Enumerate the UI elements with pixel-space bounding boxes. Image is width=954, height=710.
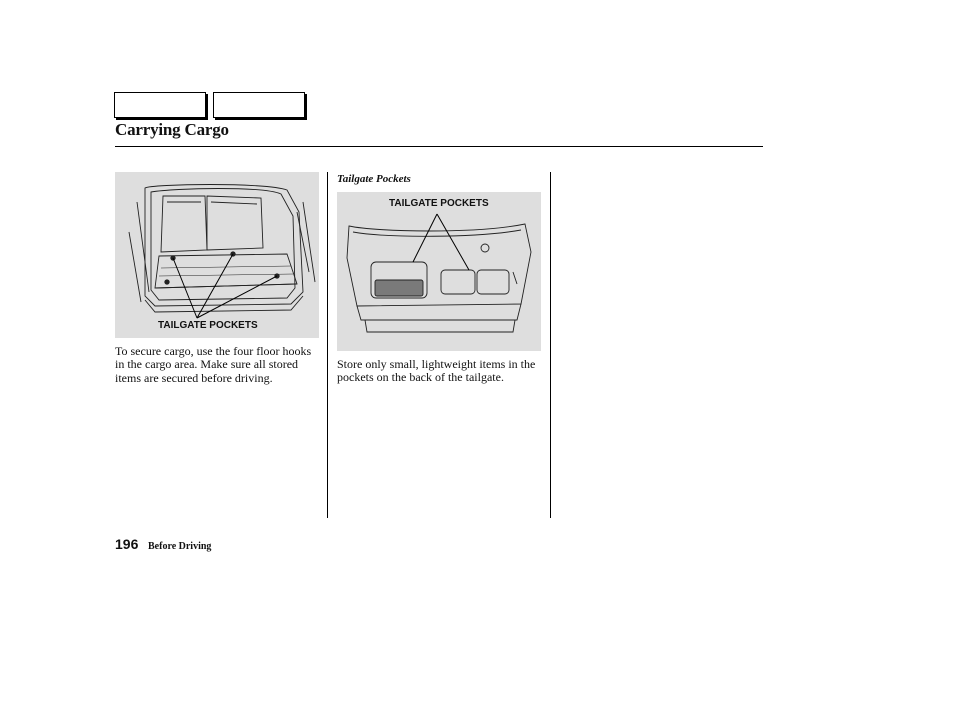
tailgate-pockets-illustration [337,192,541,351]
header-tab-box-1 [114,92,206,118]
tailgate-drawing [337,192,541,351]
figure-callout-label: TAILGATE POCKETS [158,320,258,331]
page-title: Carrying Cargo [115,120,229,139]
cargo-area-drawing [115,172,319,338]
figure-callout-label: TAILGATE POCKETS [389,198,489,209]
section-footer-label: Before Driving [148,541,212,552]
section-heading: Tailgate Pockets [337,173,411,185]
column-divider-2 [550,172,551,518]
cargo-paragraph: To secure cargo, use the four floor hooks in the cargo area. Make sure all stored items are secured before driving. [115,344,312,385]
page-number: 196 [115,536,139,552]
cargo-area-illustration [115,172,319,338]
header-tab-box-2 [213,92,305,118]
title-rule [115,146,763,147]
column-divider-1 [327,172,328,518]
tailgate-paragraph: Store only small, lightweight items in the pockets on the back of the tailgate. [337,357,536,385]
